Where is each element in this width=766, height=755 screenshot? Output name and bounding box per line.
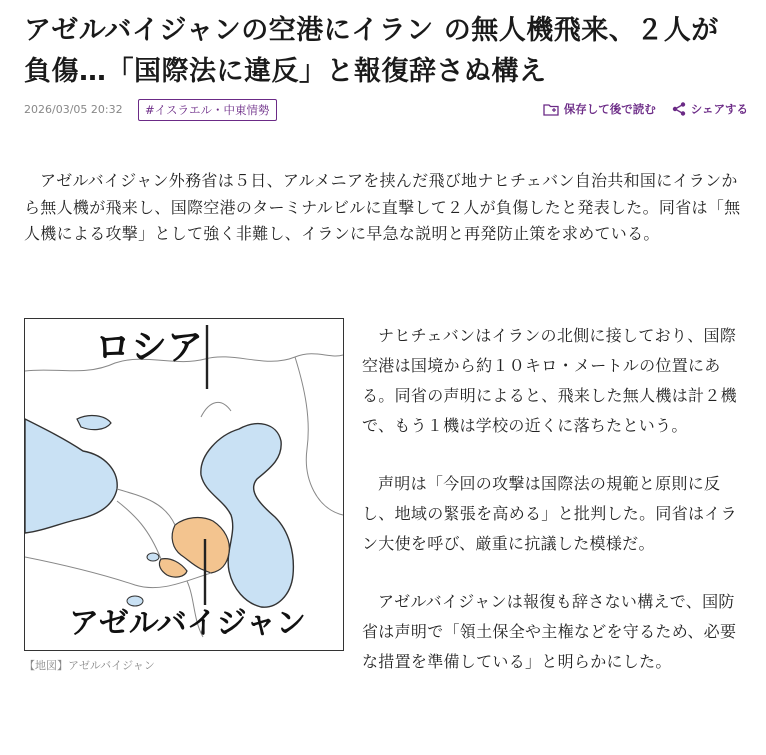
- body-paragraph-3: アゼルバイジャンは報復も辞さない構えで、国防省は声明で「領土保全や主権などを守るため、必要な措置を準備している」と明らかにした。: [362, 592, 737, 671]
- share-icon: [672, 102, 686, 116]
- publish-date: 2026/03/05 20:32: [24, 103, 123, 116]
- article-headline: アゼルバイジャンの空港にイラン の無人機飛来、２人が負傷…「国際法に違反」と報復辞さぬ構え: [24, 15, 719, 87]
- map-label-russia: ロシア: [95, 327, 204, 368]
- region-map: [25, 319, 343, 650]
- map-figure: [24, 318, 344, 651]
- article-meta: [24, 99, 748, 123]
- share-label: シェアする: [690, 102, 748, 116]
- topic-tag[interactable]: #イスラエル・中東情勢: [138, 99, 277, 121]
- article-actions: [543, 101, 748, 117]
- lead-paragraph: アゼルバイジャン外務省は５日、アルメニアを挟んだ飛び地ナヒチェバン自治共和国にイランから無人機が飛来し、国際空港のターミナルビルに直撃して２人が負傷したと発表した。同省は「無人機による攻撃」として強く非難し、イランに早急な説明と再発防止策を求めている。: [24, 171, 741, 243]
- lake-sevan-shape: [147, 553, 159, 561]
- article-body: [362, 321, 746, 705]
- save-later-button[interactable]: [543, 101, 656, 117]
- share-button[interactable]: [672, 101, 748, 117]
- save-later-label: 保存して後で読む: [563, 102, 656, 116]
- map-label-azerbaijan: アゼルバイジャン: [69, 606, 306, 641]
- figure-caption: 【地図】アゼルバイジャン: [24, 659, 155, 672]
- folder-icon: [543, 102, 559, 116]
- body-paragraph-2: 声明は「今回の攻撃は国際法の規範と原則に反し、地域の緊張を高める」と批判した。同省はイラン大使を呼び、厳重に抗議した模様だ。: [362, 474, 737, 553]
- lake-van-shape: [127, 596, 143, 606]
- body-paragraph-1: ナヒチェバンはイランの北側に接しており、国際空港は国境から約１０キロ・メートルの位置にある。同省の声明によると、飛来した無人機は計２機で、もう１機は学校の近くに落ちたという。: [362, 326, 737, 435]
